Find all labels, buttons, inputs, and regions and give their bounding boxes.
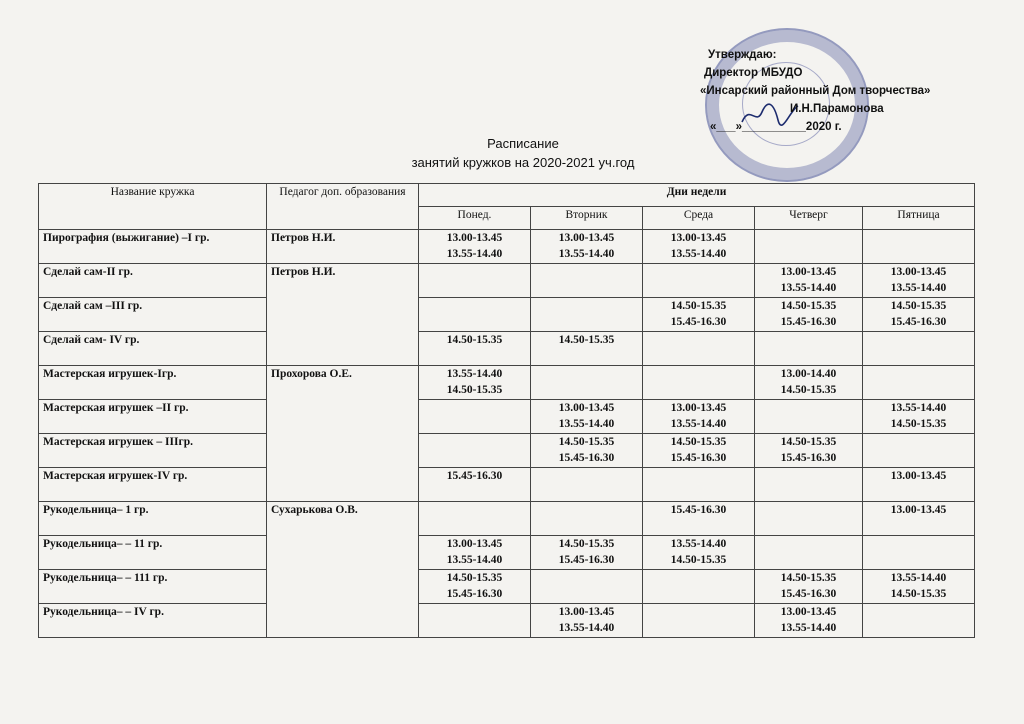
time-cell-tue [531, 400, 643, 434]
title-line-1: Расписание [487, 136, 559, 151]
time-slot: 15.45-16.30 [558, 554, 615, 566]
time-cell-mon [419, 468, 531, 502]
time-cell-mon [419, 230, 531, 264]
page-title [300, 134, 746, 172]
time-slot: 13.55-14.40 [670, 418, 727, 430]
time-slot: 14.50-15.35 [670, 300, 727, 312]
time-cell-tue [531, 434, 643, 468]
time-cell-thu [755, 332, 863, 366]
time-slot: 13.55-14.40 [670, 538, 727, 550]
time-cell-wed [643, 264, 755, 298]
approval-block [700, 46, 1000, 136]
time-cell-wed [643, 468, 755, 502]
time-cell-wed [643, 536, 755, 570]
table-row [39, 434, 975, 468]
teacher-cell: Прохорова О.Е. [267, 366, 419, 502]
time-slot: 13.55-14.40 [890, 402, 947, 414]
time-cell-mon [419, 434, 531, 468]
time-cell-fri [863, 570, 975, 604]
time-slot: 13.00-13.45 [890, 470, 947, 482]
club-name-cell: Мастерская игрушек – IIIгр. [39, 434, 267, 468]
club-name-cell: Сделай сам- IV гр. [39, 332, 267, 366]
time-slot: 13.00-13.45 [780, 266, 837, 278]
time-slot: 13.55-14.40 [446, 248, 503, 260]
time-slot: 13.55-14.40 [558, 418, 615, 430]
time-slot: 13.55-14.40 [670, 248, 727, 260]
teacher-cell: Петров Н.И. [267, 264, 419, 366]
time-cell-tue [531, 298, 643, 332]
time-slot: 13.55-14.40 [558, 622, 615, 634]
time-cell-thu [755, 400, 863, 434]
time-slot: 13.55-14.40 [890, 572, 947, 584]
time-cell-thu [755, 536, 863, 570]
time-slot: 14.50-15.35 [780, 436, 837, 448]
time-cell-thu [755, 366, 863, 400]
time-slot: 14.50-15.35 [780, 572, 837, 584]
time-slot: 13.00-13.45 [670, 232, 727, 244]
time-cell-mon [419, 298, 531, 332]
time-cell-mon [419, 570, 531, 604]
club-name-cell: Мастерская игрушек –II гр. [39, 400, 267, 434]
time-cell-wed [643, 230, 755, 264]
time-cell-thu [755, 434, 863, 468]
table-row [39, 570, 975, 604]
club-name-cell: Рукодельница– 1 гр. [39, 502, 267, 536]
table-row [39, 604, 975, 638]
time-slot: 14.50-15.35 [446, 572, 503, 584]
table-row [39, 536, 975, 570]
time-cell-thu [755, 502, 863, 536]
time-cell-tue [531, 536, 643, 570]
time-slot: 14.50-15.35 [558, 538, 615, 550]
club-name-cell: Пирография (выжигание) –I гр. [39, 230, 267, 264]
time-cell-wed [643, 604, 755, 638]
time-cell-mon [419, 604, 531, 638]
time-slot: 15.45-16.30 [780, 316, 837, 328]
time-cell-thu [755, 604, 863, 638]
time-cell-tue [531, 468, 643, 502]
time-cell-fri [863, 230, 975, 264]
time-slot: 14.50-15.35 [670, 436, 727, 448]
time-slot: 13.55-14.40 [780, 622, 837, 634]
time-slot: 13.55-14.40 [446, 368, 503, 380]
header-thu: Четверг [755, 207, 863, 230]
time-slot: 14.50-15.35 [780, 300, 837, 312]
club-name-cell: Рукодельница– – 111 гр. [39, 570, 267, 604]
header-fri: Пятница [863, 207, 975, 230]
time-slot: 15.45-16.30 [780, 588, 837, 600]
header-days: Дни недели [419, 184, 975, 207]
time-slot: 15.45-16.30 [670, 504, 727, 516]
schedule-body [39, 230, 975, 638]
time-cell-mon [419, 264, 531, 298]
time-slot: 14.50-15.35 [890, 588, 947, 600]
table-row [39, 230, 975, 264]
time-slot: 15.45-16.30 [446, 470, 503, 482]
time-cell-tue [531, 230, 643, 264]
time-cell-thu [755, 468, 863, 502]
time-cell-wed [643, 332, 755, 366]
time-cell-thu [755, 298, 863, 332]
time-cell-fri [863, 604, 975, 638]
time-cell-thu [755, 264, 863, 298]
time-cell-fri [863, 366, 975, 400]
club-name-cell: Рукодельница– – 11 гр. [39, 536, 267, 570]
time-slot: 15.45-16.30 [558, 452, 615, 464]
time-slot: 13.55-14.40 [446, 554, 503, 566]
time-slot: 13.00-13.45 [780, 606, 837, 618]
table-row [39, 298, 975, 332]
title-line-2: занятий кружков на 2020-2021 уч.год [411, 155, 635, 170]
header-tue: Вторник [531, 207, 643, 230]
time-slot: 15.45-16.30 [780, 452, 837, 464]
approval-line-5: «___»__________2020 г. [710, 121, 842, 133]
time-cell-mon [419, 332, 531, 366]
table-row [39, 264, 975, 298]
time-slot: 15.45-16.30 [670, 316, 727, 328]
approval-line-3: «Инсарский районный Дом творчества» [700, 85, 931, 97]
header-teacher: Педагог доп. образования [267, 184, 419, 230]
table-row [39, 502, 975, 536]
time-slot: 13.00-13.45 [558, 402, 615, 414]
time-cell-mon [419, 400, 531, 434]
time-slot: 13.55-14.40 [558, 248, 615, 260]
approval-line-2: Директор МБУДО [704, 67, 803, 79]
time-cell-fri [863, 400, 975, 434]
time-slot: 15.45-16.30 [890, 316, 947, 328]
time-cell-fri [863, 332, 975, 366]
time-cell-thu [755, 570, 863, 604]
time-cell-tue [531, 332, 643, 366]
time-slot: 13.00-13.45 [446, 538, 503, 550]
time-cell-fri [863, 434, 975, 468]
approval-line-4: И.Н.Парамонова [790, 103, 884, 115]
header-wed: Среда [643, 207, 755, 230]
time-cell-fri [863, 536, 975, 570]
club-name-cell: Рукодельница– – IV гр. [39, 604, 267, 638]
time-slot: 13.00-13.45 [890, 504, 947, 516]
teacher-cell: Петров Н.И. [267, 230, 419, 264]
time-slot: 14.50-15.35 [890, 300, 947, 312]
time-cell-fri [863, 468, 975, 502]
table-row [39, 332, 975, 366]
time-cell-fri [863, 264, 975, 298]
time-slot: 15.45-16.30 [446, 588, 503, 600]
time-cell-wed [643, 434, 755, 468]
time-cell-mon [419, 536, 531, 570]
time-cell-fri [863, 298, 975, 332]
time-slot: 13.55-14.40 [780, 282, 837, 294]
time-slot: 14.50-15.35 [558, 436, 615, 448]
club-name-cell: Сделай сам-II гр. [39, 264, 267, 298]
time-cell-tue [531, 570, 643, 604]
time-cell-wed [643, 400, 755, 434]
time-slot: 13.00-13.45 [558, 606, 615, 618]
table-row [39, 366, 975, 400]
time-slot: 13.00-13.45 [670, 402, 727, 414]
time-cell-mon [419, 366, 531, 400]
time-slot: 14.50-15.35 [780, 384, 837, 396]
time-cell-fri [863, 502, 975, 536]
time-cell-wed [643, 502, 755, 536]
time-cell-tue [531, 604, 643, 638]
header-mon: Понед. [419, 207, 531, 230]
club-name-cell: Сделай сам –III гр. [39, 298, 267, 332]
time-cell-tue [531, 502, 643, 536]
time-slot: 14.50-15.35 [890, 418, 947, 430]
time-slot: 14.50-15.35 [558, 334, 615, 346]
teacher-cell: Сухарькова О.В. [267, 502, 419, 638]
time-slot: 14.50-15.35 [446, 384, 503, 396]
time-slot: 13.00-13.45 [890, 266, 947, 278]
header-name: Название кружка [39, 184, 267, 230]
time-cell-wed [643, 570, 755, 604]
time-cell-wed [643, 366, 755, 400]
table-row [39, 400, 975, 434]
club-name-cell: Мастерская игрушек-IV гр. [39, 468, 267, 502]
time-cell-tue [531, 264, 643, 298]
time-slot: 15.45-16.30 [670, 452, 727, 464]
time-slot: 13.00-14.40 [780, 368, 837, 380]
table-row [39, 468, 975, 502]
time-slot: 14.50-15.35 [670, 554, 727, 566]
time-slot: 13.00-13.45 [446, 232, 503, 244]
time-cell-mon [419, 502, 531, 536]
time-cell-wed [643, 298, 755, 332]
time-cell-thu [755, 230, 863, 264]
time-slot: 13.00-13.45 [558, 232, 615, 244]
time-slot: 13.55-14.40 [890, 282, 947, 294]
club-name-cell: Мастерская игрушек-Iгр. [39, 366, 267, 400]
schedule-table [38, 183, 975, 638]
time-cell-tue [531, 366, 643, 400]
approval-line-1: Утверждаю: [708, 49, 777, 61]
time-slot: 14.50-15.35 [446, 334, 503, 346]
